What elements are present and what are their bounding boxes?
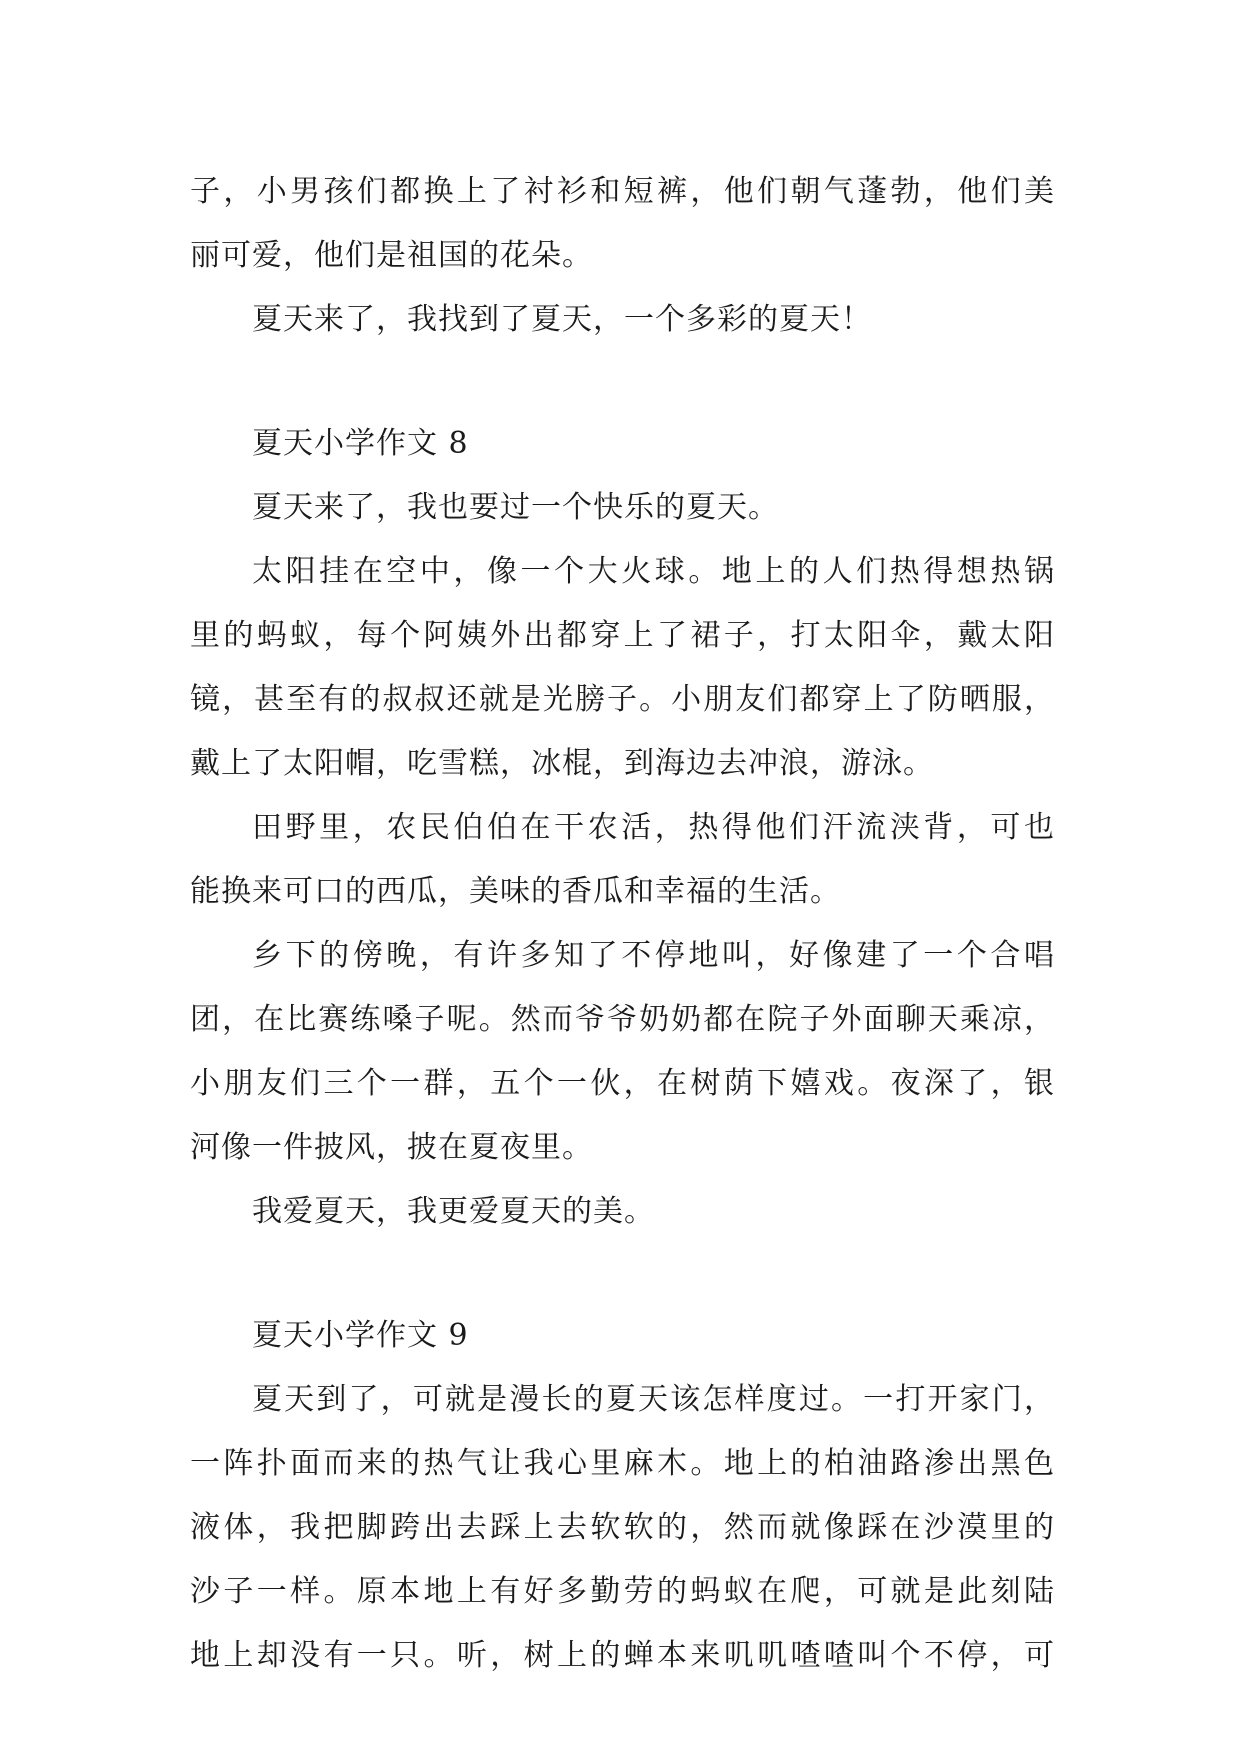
- text-line: 太阳挂在空中，像一个大火球。地上的人们热得想热锅: [252, 554, 1055, 589]
- text-line: 夏天到了，可就是漫长的夏天该怎样度过。一打开家门，: [252, 1382, 1055, 1417]
- text-line: 液体，我把脚跨出去踩上去软软的，然而就像踩在沙漠里的: [190, 1510, 1055, 1545]
- text-line: 沙子一样。原本地上有好多勤劳的蚂蚁在爬，可就是此刻陆: [190, 1574, 1055, 1609]
- text-line: 乡下的傍晚，有许多知了不停地叫，好像建了一个合唱: [252, 938, 1055, 973]
- document-page: [190, 160, 1055, 1688]
- text-line: 我爱夏天，我更爱夏天的美。: [252, 1194, 655, 1229]
- essay-title: 夏天小学作文 9: [252, 1318, 469, 1353]
- text-line: 镜，甚至有的叔叔还就是光膀子。小朋友们都穿上了防晒服，: [190, 682, 1055, 717]
- text-line: 丽可爱，他们是祖国的花朵。: [190, 238, 593, 273]
- text-line: 里的蚂蚁，每个阿姨外出都穿上了裙子，打太阳伞，戴太阳: [190, 618, 1055, 653]
- text-line: 田野里，农民伯伯在干农活，热得他们汗流浃背，可也: [252, 810, 1055, 845]
- text-line: 戴上了太阳帽，吃雪糕，冰棍，到海边去冲浪，游泳。: [190, 746, 934, 781]
- text-line: 夏天来了，我也要过一个快乐的夏天。: [252, 490, 779, 525]
- text-line: 地上却没有一只。听，树上的蝉本来叽叽喳喳叫个不停，可: [190, 1638, 1055, 1673]
- text-line: 夏天来了，我找到了夏天，一个多彩的夏天！: [252, 302, 872, 337]
- text-line: 一阵扑面而来的热气让我心里麻木。地上的柏油路渗出黑色: [190, 1446, 1055, 1481]
- text-line: 团，在比赛练嗓子呢。然而爷爷奶奶都在院子外面聊天乘凉，: [190, 1002, 1055, 1037]
- text-line: 小朋友们三个一群，五个一伙，在树荫下嬉戏。夜深了，银: [190, 1066, 1055, 1101]
- text-line: 能换来可口的西瓜，美味的香瓜和幸福的生活。: [190, 874, 841, 909]
- text-line: 子，小男孩们都换上了衬衫和短裤，他们朝气蓬勃，他们美: [190, 174, 1055, 209]
- text-line: 河像一件披风，披在夏夜里。: [190, 1130, 593, 1165]
- essay-title: 夏天小学作文 8: [252, 426, 469, 461]
